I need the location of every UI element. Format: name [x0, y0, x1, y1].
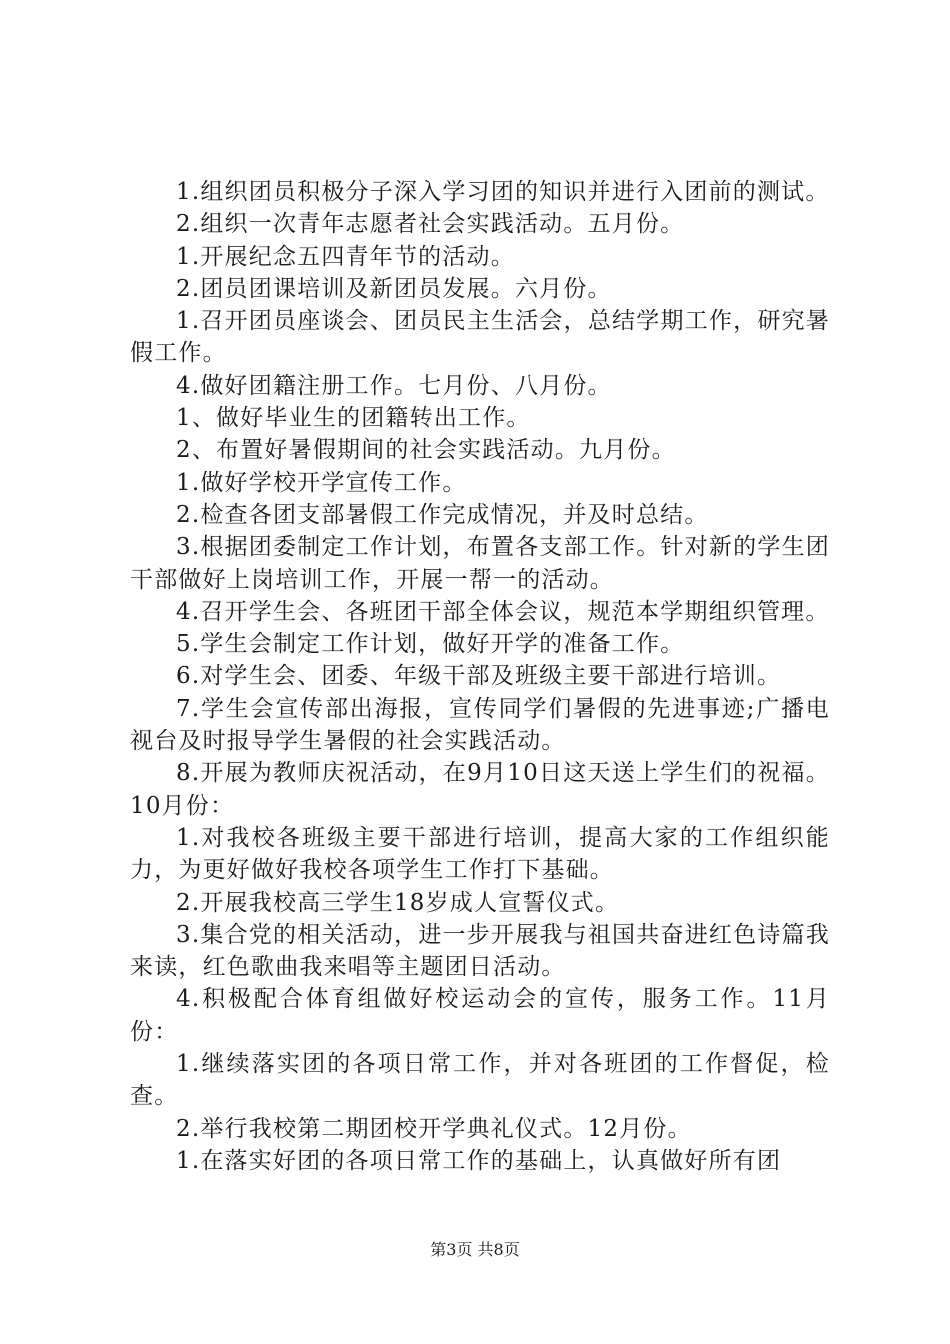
paragraph: 1.对我校各班级主要干部进行培训，提高大家的工作组织能力，为更好做好我校各项学生工作打下基础。 [130, 824, 830, 884]
paragraph: 1.做好学校开学宣传工作。 [176, 469, 467, 496]
paragraph: 7.学生会宣传部出海报，宣传同学们暑假的先进事迹;广播电视台及时报导学生暑假的社会实践活动。 [130, 695, 830, 755]
paragraph: 1.召开团员座谈会、团员民主生活会，总结学期工作，研究暑假工作。 [130, 308, 830, 367]
paragraph: 2.团员团课培训及新团员发展。六月份。 [176, 275, 612, 302]
paragraph: 1.在落实好团的各项日常工作的基础上，认真做好所有团 [176, 1147, 782, 1174]
paragraph: 2.检查各团支部暑假工作完成情况，并及时总结。 [176, 501, 709, 528]
page-footer [0, 1237, 950, 1260]
paragraph: 4.积极配合体育组做好校运动会的宣传，服务工作。11月份： [130, 986, 830, 1045]
paragraph: 5.学生会制定工作计划，做好开学的准备工作。 [176, 631, 685, 658]
page-number-label: 第3页 共8页 [430, 1240, 520, 1259]
paragraph: 6.对学生会、团委、年级干部及班级主要干部进行培训。 [176, 663, 782, 690]
paragraph: 1.开展纪念五四青年节的活动。 [176, 243, 515, 270]
paragraph: 1.组织团员积极分子深入学习团的知识并进行入团前的测试。 [176, 179, 830, 205]
paragraph: 2.开展我校高三学生18岁成人宣誓仪式。 [176, 889, 620, 916]
paragraph: 8.开展为教师庆祝活动，在9月10日这天送上学生们的祝福。10月份： [130, 760, 830, 819]
paragraph: 3.根据团委制定工作计划，布置各支部工作。针对新的学生团干部做好上岗培训工作，开展一帮一的活动。 [130, 534, 830, 593]
paragraph: 4.做好团籍注册工作。七月份、八月份。 [176, 372, 612, 399]
paragraph: 2、布置好暑假期间的社会实践活动。九月份。 [176, 437, 676, 464]
paragraph: 1、做好毕业生的团籍转出工作。 [176, 405, 531, 432]
paragraph: 2.举行我校第二期团校开学典礼仪式。12月份。 [176, 1115, 692, 1142]
document-body [130, 176, 830, 1177]
paragraph: 1.继续落实团的各项日常工作，并对各班团的工作督促，检查。 [130, 1051, 830, 1110]
paragraph: 2.组织一次青年志愿者社会实践活动。五月份。 [176, 211, 685, 238]
paragraph: 4.召开学生会、各班团干部全体会议，规范本学期组织管理。 [176, 598, 830, 625]
paragraph: 3.集合党的相关活动，进一步开展我与祖国共奋进红色诗篇我来读，红色歌曲我来唱等主题团日活动。 [130, 921, 830, 981]
